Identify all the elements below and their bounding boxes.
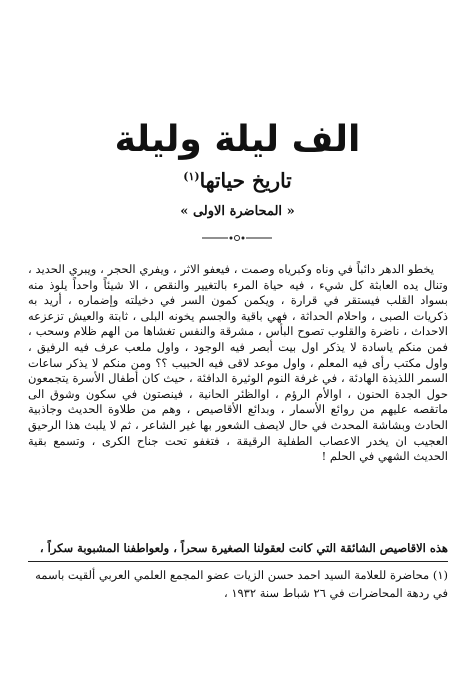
footnote: (١) محاضرة للعلامة السيد احمد حسن الزيات عضو المجمع العلمي العربي ألقيت باسمه في ردهة المحاضرات في ٢٦ شباط سنة ١٩٣٢ ، — [35, 568, 448, 600]
page-title: الف ليلة وليلة — [114, 119, 361, 160]
footnote-marker: (١) — [183, 170, 200, 183]
closing-line: هذه الاقاصيص الشائقة التي كانت لعقولنا الصغيرة سحراً ، ولعواطفنا المشبوبة سكراً ، — [39, 541, 448, 555]
footnote-separator — [28, 561, 448, 562]
lecture-label: « المحاضرة الاولى » — [180, 204, 295, 219]
subtitle-text: تاريخ حياتها — [199, 168, 292, 193]
body-paragraph: يخطو الدهر دائباً في وناه وكبرياه وصمت ، فيعفو الاثر ، ويفري الحجر ، ويبري الحديد ، وتنال يده العابثة كل شيء ، فيه حياة المرء بالتغيير والنقص ، الا شيئاً واحداً يلوذ منه بسواد القلب فيستقر في قرارة ، ويكمن كمون السر في دخيلته وإضماره ، أريد به ذكريات الصبى ، واحلام الحداثة ، فهي باقية والجسم يخونه البلى ، ثابتة والعيش تزعزعه الاحداث ، ناضرة والقلوب تصوح البأس ، مشرقة والنفس تغشاها من الهم ظلام وسحب ، فمن منكم ياسادة لا يذكر اول بيت أبصر فيه الوجود ، واول ملعب عرف فيه الرفيق ، واول مكتب رأى فيه المعلم ، واول موعد لاقى فيه الحبيب ؟؟ ومن منكم لا يذكر ساعات السمر اللذيذة الهادئة ، في غرفة النوم الوثيرة الدافئة ، حيث كان أطفال الأسرة يتجمعون حول الجدة الحنون ، اوالأم الرؤم ، اوالظئر الحانية ، فينصتون في سكون وشوق الى ماتقصه عليهم من روائع الأسمار ، وبدائع الأقاصيص ، وهم من طلاوة الحديث وجاذبية الحادث وبشاشة المحدث في حال لايصف الشعور بها غير الشاعر ، ثم لا يلبث هذا الرحيق العجيب ان يخدر الاعصاب الطفلية الرقيقة ، فتغفو تحت جناح الكرى ، وتسمع بقية الحديث الشهي في الحلم ! — [28, 262, 448, 464]
subtitle — [0, 164, 475, 194]
ornament-divider-icon — [200, 232, 274, 244]
body-text — [28, 262, 448, 465]
